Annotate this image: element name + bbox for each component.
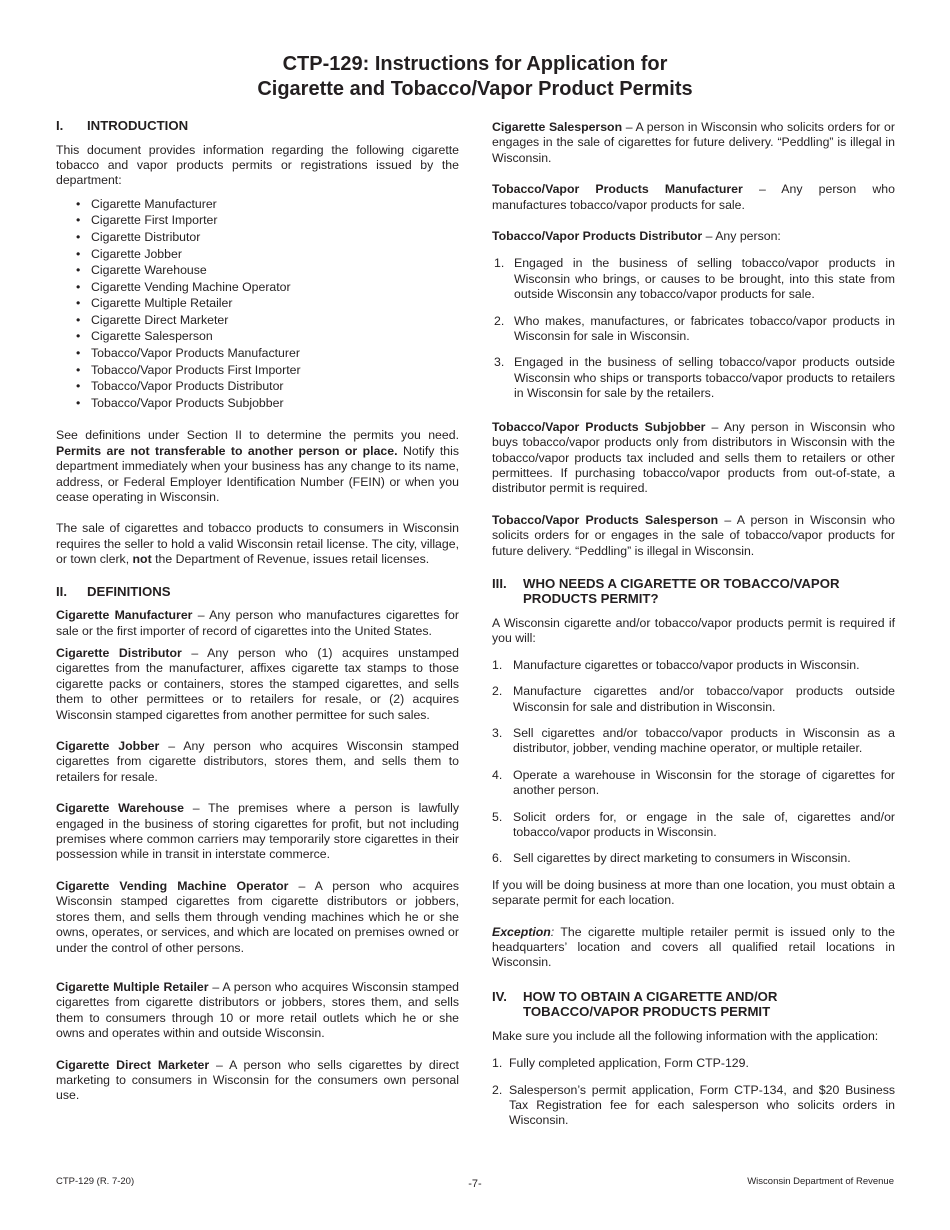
permit-requirements-list <box>492 658 895 867</box>
section-number: III. <box>492 575 507 591</box>
definition-paragraph <box>56 980 459 1042</box>
definition-text: – A person in Wisconsin who solicits orders for or engages in the sale of tobacco/vapor products for future delivery. “Peddling” is illegal in Wisconsin. <box>492 512 895 558</box>
section-title: WHO NEEDS A CIGARETTE OR TOBACCO/VAPOR PRODUCTS PERMIT? <box>523 575 840 607</box>
definition-term: Tobacco/Vapor Products Manufacturer <box>492 182 743 197</box>
definition-text: – A person who acquires Wisconsin stamped cigarettes from cigarette distributors or jobbers, stores them, and sells them through vending machines which he or she owns, operates, or services, and which are located on premises owned or under the control of other persons. <box>56 878 459 955</box>
list-item: • Cigarette Salesperson <box>75 328 459 345</box>
list-item: • Cigarette Manufacturer <box>75 196 459 213</box>
definition-term: Tobacco/Vapor Products Salesperson <box>492 512 719 527</box>
intro-paragraph: This document provides information regarding the following cigarette tobacco and vapor products permits or registrations issued by the department: <box>56 142 459 188</box>
retail-license-paragraph <box>56 521 459 567</box>
list-number: 1. <box>494 256 505 271</box>
definition-paragraph <box>492 120 895 166</box>
list-number: 1. <box>492 657 503 672</box>
list-item: • Cigarette Jobber <box>75 246 459 263</box>
list-item <box>492 726 895 757</box>
definition-text: – Any person who (1) acquires unstamped cigarettes from the manufacturer, affixes cigarette tax stamps to those cigarette packs or containers, stores the stamped cigarettes, and sells them to other permittees or to retailers for resale, or (2) acquires Wisconsin stamped cigarettes from another permittee for such sales. <box>56 646 459 722</box>
section-title: INTRODUCTION <box>87 118 189 133</box>
list-text: Solicit orders for, or engage in the sale of, cigarettes and/or tobacco/vapor products in Wisconsin. <box>513 809 895 839</box>
text-run: The sale of cigarettes and tobacco products to consumers in Wisconsin requires the seller to hold a valid Wisconsin retail license. The city, village, or town clerk, <box>56 521 459 567</box>
definition-term: Tobacco/Vapor Products Distributor <box>492 229 703 244</box>
list-item <box>492 355 895 401</box>
list-text: Manufacture cigarettes or tobacco/vapor products in Wisconsin. <box>513 657 860 672</box>
definition-term: Cigarette Distributor <box>56 646 182 660</box>
list-item <box>492 810 895 841</box>
list-number: 4. <box>492 767 503 782</box>
definition-text: – The premises where a person is lawfully engaged in the business of storing cigarettes for profit, but not including premises where common carriers may temporarily store cigarettes in their possession while in transit in interstate commerce. <box>56 801 460 862</box>
list-item: • Tobacco/Vapor Products Distributor <box>75 378 459 395</box>
list-item: • Cigarette Warehouse <box>75 262 459 279</box>
definition-term: Cigarette Manufacturer <box>56 608 193 623</box>
list-number: 3. <box>492 725 503 740</box>
list-item: • Cigarette First Importer <box>75 212 459 229</box>
list-text: Fully completed application, Form CTP-129. <box>509 1056 749 1071</box>
list-text: Manufacture cigarettes and/or tobacco/vapor products outside Wisconsin for sale and distribution in Wisconsin. <box>513 684 895 714</box>
permit-list <box>75 196 459 412</box>
list-item: • Cigarette Multiple Retailer <box>75 295 459 312</box>
section-number: II. <box>56 583 67 599</box>
definition-paragraph <box>56 801 459 863</box>
page-title <box>0 52 950 102</box>
definition-paragraph <box>56 646 459 723</box>
list-text: Salesperson’s permit application, Form CTP-134, and $20 Business Tax Registration fee for each salesperson who solicits orders in Wisconsin. <box>509 1082 895 1128</box>
section-title: HOW TO OBTAIN A CIGARETTE AND/OR TOBACCO/VAPOR PRODUCTS PERMIT <box>523 988 778 1020</box>
list-item: • Tobacco/Vapor Products Subjobber <box>75 395 459 412</box>
definition-term: Cigarette Direct Marketer <box>56 1057 210 1072</box>
list-text: Sell cigarettes and/or tobacco/vapor products in Wisconsin as a distributor, jobber, vending machine operator, or multiple retailer. <box>513 725 895 756</box>
list-number: 5. <box>492 809 503 824</box>
application-items-list <box>492 1056 895 1129</box>
title-line-2: Cigarette and Tobacco/Vapor Product Permits <box>257 78 693 100</box>
who-needs-intro: A Wisconsin cigarette and/or tobacco/vapor products permit is required if you will: <box>492 615 895 646</box>
list-item <box>492 851 895 866</box>
emphasis-text: not <box>132 552 152 567</box>
list-text: Engaged in the business of selling tobacco/vapor products in Wisconsin who brings, or causes to be brought, into this state from outside Wisconsin any tobacco/vapor products for sale. <box>514 256 895 302</box>
right-column <box>492 120 895 1140</box>
text-run: the Department of Revenue, issues retail licenses. <box>151 552 430 567</box>
footer-form-id: CTP-129 (R. 7-20) <box>56 1176 135 1187</box>
definition-paragraph <box>492 420 895 497</box>
definition-paragraph <box>56 1058 459 1104</box>
definition-text: – Any person who manufactures tobacco/vapor products for sale. <box>492 182 895 212</box>
list-item: • Tobacco/Vapor Products Manufacturer <box>75 345 459 362</box>
definition-paragraph <box>56 739 459 785</box>
list-number: 1. <box>492 1056 503 1071</box>
list-item: • Cigarette Direct Marketer <box>75 312 459 329</box>
definition-term: Cigarette Multiple Retailer <box>56 979 209 994</box>
list-number: 2. <box>492 684 503 699</box>
section-title: DEFINITIONS <box>87 583 171 599</box>
text-run: Notify this department immediately when your business has any change to its name, address, or Federal Employer Identification Number (FEIN) or when you cease operating in Wisconsin. <box>56 443 459 505</box>
title-line-1: CTP-129: Instructions for Application for <box>282 53 668 75</box>
definition-term: Cigarette Salesperson <box>492 120 623 134</box>
exception-label: Exception <box>492 924 551 939</box>
how-to-intro: Make sure you include all the following information with the application: <box>492 1028 879 1043</box>
section-introduction-heading <box>56 118 459 134</box>
definition-text: – Any person in Wisconsin who buys tobacco/vapor products only from distributors in Wisconsin with the tobacco/vapor products tax included and sells them to retailers or other permittees. If purchasing tobacco/vapor products from out-of-state, a distributor permit is required. <box>492 419 895 496</box>
list-item: • Cigarette Vending Machine Operator <box>75 279 459 296</box>
definition-text: – Any person: <box>702 229 781 244</box>
list-item <box>492 658 895 673</box>
text-run: See definitions under Section II to determine the permits you need. <box>56 428 459 443</box>
section-how-to-heading <box>492 989 895 1020</box>
list-item: • Cigarette Distributor <box>75 229 459 246</box>
left-column <box>56 118 459 1120</box>
exception-paragraph: Exception: The cigarette multiple retailer permit is issued only to the headquarters’ location and covers all qualified retail locations in Wisconsin. <box>492 924 895 970</box>
list-text: Who makes, manufactures, or fabricates tobacco/vapor products in Wisconsin for sale in Wisconsin. <box>514 313 895 344</box>
definition-paragraph <box>492 513 895 559</box>
list-text: Engaged in the business of selling tobacco/vapor products outside Wisconsin who ships or transports tobacco/vapor products to retailers in Wisconsin for sale by the retailers. <box>514 355 895 401</box>
list-item <box>492 1083 895 1129</box>
section-number: IV. <box>492 988 507 1004</box>
definition-term: Cigarette Warehouse <box>56 801 184 816</box>
footer-page-number: -7- <box>468 1178 482 1190</box>
section-who-needs-heading <box>492 576 895 607</box>
definition-paragraph <box>56 608 459 639</box>
definition-term: Cigarette Vending Machine Operator <box>56 878 289 893</box>
list-item <box>492 1056 895 1071</box>
definition-term: Cigarette Jobber <box>56 739 160 754</box>
list-item <box>492 684 895 715</box>
definition-paragraph <box>492 182 895 213</box>
location-note: If you will be doing business at more than one location, you must obtain a separate permit for each location. <box>492 877 895 908</box>
list-item: • Tobacco/Vapor Products First Importer <box>75 362 459 379</box>
list-item <box>492 256 895 302</box>
definition-paragraph <box>56 879 459 956</box>
definition-text: – Any person who acquires Wisconsin stamped cigarettes from cigarette distributors, stores them, and sells them to retailers for resale. <box>56 739 459 784</box>
definition-text: – A person who acquires Wisconsin stamped cigarettes from cigarette distributors or jobbers, stores them, and sells them to consumers through 10 or more retail outlets which he or she owns and operates within and outside Wisconsin. <box>56 979 459 1041</box>
transfer-paragraph <box>56 428 459 505</box>
definition-text: – Any person who manufactures cigarettes for sale or the first importer of record of cigarettes into the United States. <box>56 608 459 638</box>
exception-text: The cigarette multiple retailer permit is issued only to the headquarters’ location and covers all qualified retail locations in Wisconsin. <box>492 924 895 970</box>
definition-paragraph <box>492 229 895 244</box>
definition-text: – A person who sells cigarettes by direct marketing to consumers in Wisconsin for the consumers own personal use. <box>56 1057 459 1103</box>
definition-text: – A person in Wisconsin who solicits orders for or engages in the sale of cigarettes for future delivery. “Peddling” is illegal in Wisconsin. <box>492 120 895 165</box>
list-number: 3. <box>494 355 505 370</box>
list-number: 2. <box>492 1082 503 1097</box>
distributor-criteria-list <box>492 256 895 401</box>
section-definitions-heading <box>56 584 459 600</box>
list-number: 6. <box>492 851 503 866</box>
list-number: 2. <box>494 313 505 328</box>
section-number: I. <box>56 118 64 133</box>
footer-agency: Wisconsin Department of Revenue <box>747 1176 894 1187</box>
list-item <box>492 314 895 345</box>
list-text: Sell cigarettes by direct marketing to consumers in Wisconsin. <box>513 851 851 866</box>
list-text: Operate a warehouse in Wisconsin for the storage of cigarettes for another person. <box>513 767 895 798</box>
list-item <box>492 768 895 799</box>
emphasis-text: Permits are not transferable to another person or place. <box>56 443 398 458</box>
definition-term: Tobacco/Vapor Products Subjobber <box>492 419 706 434</box>
